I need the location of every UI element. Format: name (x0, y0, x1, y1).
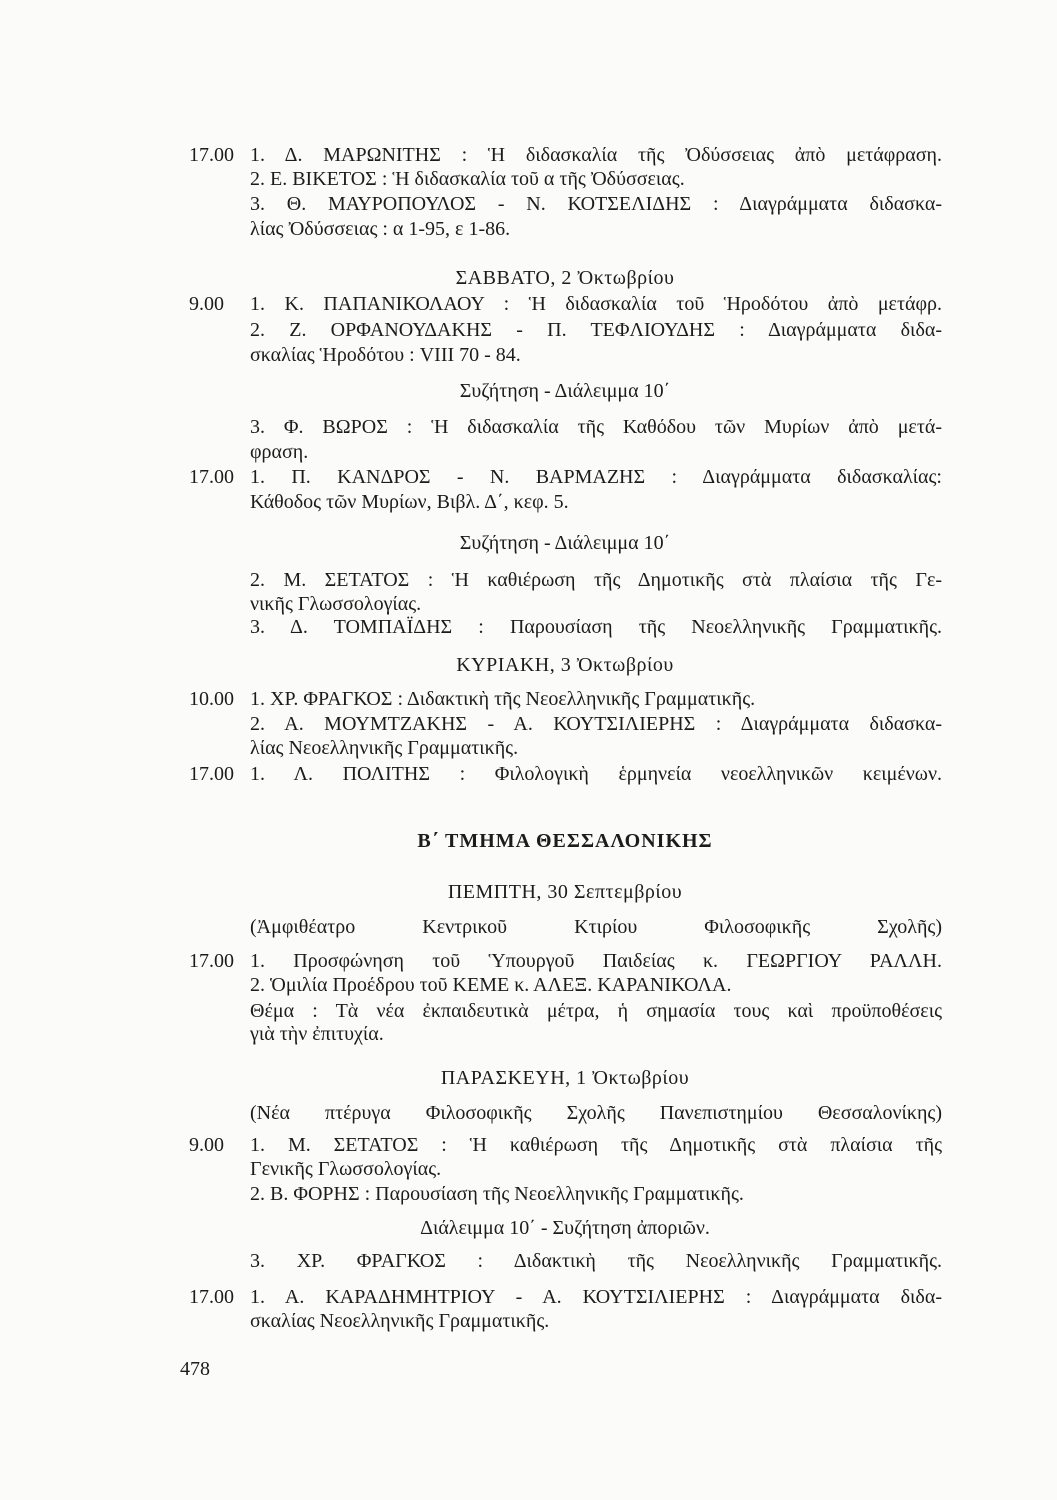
time-label: 9.00 (189, 1134, 224, 1156)
time-label: 10.00 (189, 688, 234, 710)
entry-text: 3. ΧΡ. ΦΡΑΓΚΟΣ : Διδακτικὴ τῆς Νεοελληνικῆς Γραμματικῆς. (250, 1250, 942, 1272)
time-label: 17.00 (189, 466, 234, 488)
time-label: 17.00 (189, 1286, 234, 1308)
entry-text: 2. Ὁμιλία Προέδρου τοῦ ΚΕΜΕ κ. ΑΛΕΞ. ΚΑΡΑΝΙΚΟΛΑ. (250, 974, 732, 996)
entry-text: 1. Μ. ΣΕΤΑΤΟΣ : Ἡ καθιέρωση τῆς Δημοτικῆς στὰ πλαίσια τῆς (250, 1134, 942, 1156)
document-page: 17.00 1. Δ. ΜΑΡΩΝΙΤΗΣ : Ἡ διδασκαλία τῆς Ὀδύσσειας ἀπὸ μετάφραση. 2. Ε. ΒΙΚΕΤΟΣ : Ἡ διδασκαλία τοῦ α τῆς Ὀδύσσειας. 3. Θ. ΜΑΥΡΟΠΟΥΛΟΣ - Ν. ΚΟΤΣΕΛΙΔΗΣ : Διαγράμματα διδασκα- λίας Ὀδύσσειας : α 1-95, ε 1-86. ΣΑΒΒΑΤΟ, 2 Ὀκτωβρίου 9.00 1. Κ. ΠΑΠΑΝΙΚΟΛΑΟΥ : Ἡ διδασκαλία τοῦ Ἡροδότου ἀπὸ μετάφρ. 2. Ζ. ΟΡΦΑΝΟΥΔΑΚΗΣ - Π. ΤΕΦΛΙΟΥΔΗΣ : Διαγράμματα διδα- σκαλίας Ἡροδότου : VIII 70 - 84. Συζήτηση - Διάλειμμα 10΄ 3. Φ. ΒΩΡΟΣ : Ἡ διδασκαλία τῆς Καθόδου τῶν Μυρίων ἀπὸ μετά- φραση. 17.00 1. Π. ΚΑΝΔΡΟΣ - Ν. ΒΑΡΜΑΖΗΣ : Διαγράμματα διδασκαλίας: Κάθοδος τῶν Μυρίων, Βιβλ. Δ΄, κεφ. 5. Συζήτηση - Διάλειμμα 10΄ 2. Μ. ΣΕΤΑΤΟΣ : Ἡ καθιέρωση τῆς Δημοτικῆς στὰ πλαίσια τῆς Γε- νικῆς Γλωσσολογίας. 3. Δ. ΤΟΜΠΑΪΔΗΣ : Παρουσίαση τῆς Νεοελληνικῆς Γραμματικῆς. ΚΥΡΙΑΚΗ, 3 Ὀκτωβρίου 10.00 1. ΧΡ. ΦΡΑΓΚΟΣ : Διδακτικὴ τῆς Νεοελληνικῆς Γραμματικῆς. 2. Α. ΜΟΥΜΤΖΑΚΗΣ - Α. ΚΟΥΤΣΙΛΙΕΡΗΣ : Διαγράμματα διδασκα- λίας Νεοελληνικῆς Γραμματικῆς. 17.00 1. Λ. ΠΟΛΙΤΗΣ : Φιλολογικὴ ἑρμηνεία νεοελληνικῶν κειμένων. Β΄ ΤΜΗΜΑ ΘΕΣΣΑΛΟΝΙΚΗΣ ΠΕΜΠΤΗ, 30 Σεπτεμβρίου (Ἀμφιθέατρο Κεντρικοῦ Κτιρίου Φιλοσοφικῆς Σχολῆς) 17.00 1. Προσφώνηση τοῦ Ὑπουργοῦ Παιδείας κ. ΓΕΩΡΓΙΟΥ ΡΑΛΛΗ. 2. Ὁμιλία Προέδρου τοῦ ΚΕΜΕ κ. ΑΛΕΞ. ΚΑΡΑΝΙΚΟΛΑ. Θέμα : Τὰ νέα ἐκπαιδευτικὰ μέτρα, ἡ σημασία τους καὶ προϋποθέσεις γιὰ τὴν ἐπιτυχία. ΠΑΡΑΣΚΕΥΗ, 1 Ὀκτωβρίου (Νέα πτέρυγα Φιλοσοφικῆς Σχολῆς Πανεπιστημίου Θεσσαλονίκης) 9.00 1. Μ. ΣΕΤΑΤΟΣ : Ἡ καθιέρωση τῆς Δημοτικῆς στὰ πλαίσια τῆς Γενικῆς Γλωσσολογίας. 2. Β. ΦΟΡΗΣ : Παρουσίαση τῆς Νεοελληνικῆς Γραμματικῆς. Διάλειμμα 10΄ - Συζήτηση ἀποριῶν. 3. ΧΡ. ΦΡΑΓΚΟΣ : Διδακτικὴ τῆς Νεοελληνικῆς Γραμματικῆς. 17.00 1. Α. ΚΑΡΑΔΗΜΗΤΡΙΟΥ - Α. ΚΟΥΤΣΙΛΙΕΡΗΣ : Διαγράμματα διδα- σκαλίας Νεοελληνικῆς Γραμματικῆς. 478 (180, 144, 942, 1380)
entry-text: 2. Ζ. ΟΡΦΑΝΟΥΔΑΚΗΣ - Π. ΤΕΦΛΙΟΥΔΗΣ : Διαγράμματα διδα- (250, 319, 942, 341)
entry-text: 1. Α. ΚΑΡΑΔΗΜΗΤΡΙΟΥ - Α. ΚΟΥΤΣΙΛΙΕΡΗΣ : Διαγράμματα διδα- (250, 1286, 942, 1308)
time-label: 17.00 (189, 763, 234, 785)
page-number: 478 (180, 1358, 210, 1380)
entry-text: Κάθοδος τῶν Μυρίων, Βιβλ. Δ΄, κεφ. 5. (250, 491, 569, 513)
entry-text: γιὰ τὴν ἐπιτυχία. (250, 1023, 384, 1045)
entry-text: Γενικῆς Γλωσσολογίας. (250, 1158, 442, 1180)
entry-text: 2. Α. ΜΟΥΜΤΖΑΚΗΣ - Α. ΚΟΥΤΣΙΛΙΕΡΗΣ : Διαγράμματα διδασκα- (250, 713, 942, 735)
entry-text: 1. Κ. ΠΑΠΑΝΙΚΟΛΑΟΥ : Ἡ διδασκαλία τοῦ Ἡροδότου ἀπὸ μετάφρ. (250, 293, 942, 315)
entry-text: 1. Π. ΚΑΝΔΡΟΣ - Ν. ΒΑΡΜΑΖΗΣ : Διαγράμματα διδασκαλίας: (250, 466, 942, 488)
entry-text: 3. Θ. ΜΑΥΡΟΠΟΥΛΟΣ - Ν. ΚΟΤΣΕΛΙΔΗΣ : Διαγράμματα διδασκα- (250, 193, 942, 215)
entry-text: σκαλίας Ἡροδότου : VIII 70 - 84. (250, 344, 521, 366)
entry-text: λίας Ὀδύσσειας : α 1-95, ε 1-86. (250, 218, 511, 240)
entry-text: 3. Δ. ΤΟΜΠΑΪΔΗΣ : Παρουσίαση τῆς Νεοελληνικῆς Γραμματικῆς. (250, 616, 942, 638)
entry-text: 1. Δ. ΜΑΡΩΝΙΤΗΣ : Ἡ διδασκαλία τῆς Ὀδύσσειας ἀπὸ μετάφραση. (250, 144, 942, 166)
entry-text: 1. ΧΡ. ΦΡΑΓΚΟΣ : Διδακτικὴ τῆς Νεοελληνικῆς Γραμματικῆς. (250, 688, 756, 710)
entry-text: 2. Μ. ΣΕΤΑΤΟΣ : Ἡ καθιέρωση τῆς Δημοτικῆς στὰ πλαίσια τῆς Γε- (250, 569, 942, 591)
entry-text: λίας Νεοελληνικῆς Γραμματικῆς. (250, 737, 519, 759)
entry-text: 2. Ε. ΒΙΚΕΤΟΣ : Ἡ διδασκαλία τοῦ α τῆς Ὀδύσσειας. (250, 168, 685, 190)
time-label: 17.00 (189, 950, 234, 972)
entry-text: νικῆς Γλωσσολογίας. (250, 593, 422, 615)
entry-text: φραση. (250, 441, 309, 463)
time-label: 17.00 (189, 144, 234, 166)
entry-text: 1. Λ. ΠΟΛΙΤΗΣ : Φιλολογικὴ ἑρμηνεία νεοελληνικῶν κειμένων. (250, 763, 942, 785)
entry-text: 1. Προσφώνηση τοῦ Ὑπουργοῦ Παιδείας κ. ΓΕΩΡΓΙΟΥ ΡΑΛΛΗ. (250, 950, 942, 972)
entry-text: 2. Β. ΦΟΡΗΣ : Παρουσίαση τῆς Νεοελληνικῆς Γραμματικῆς. (250, 1183, 744, 1205)
entry-text: 3. Φ. ΒΩΡΟΣ : Ἡ διδασκαλία τῆς Καθόδου τῶν Μυρίων ἀπὸ μετά- (250, 416, 942, 438)
entry-text: σκαλίας Νεοελληνικῆς Γραμματικῆς. (250, 1310, 550, 1332)
time-label: 9.00 (189, 293, 224, 315)
entry-text: Θέμα : Τὰ νέα ἐκπαιδευτικὰ μέτρα, ἡ σημασία τους καὶ προϋποθέσεις (250, 1000, 942, 1022)
